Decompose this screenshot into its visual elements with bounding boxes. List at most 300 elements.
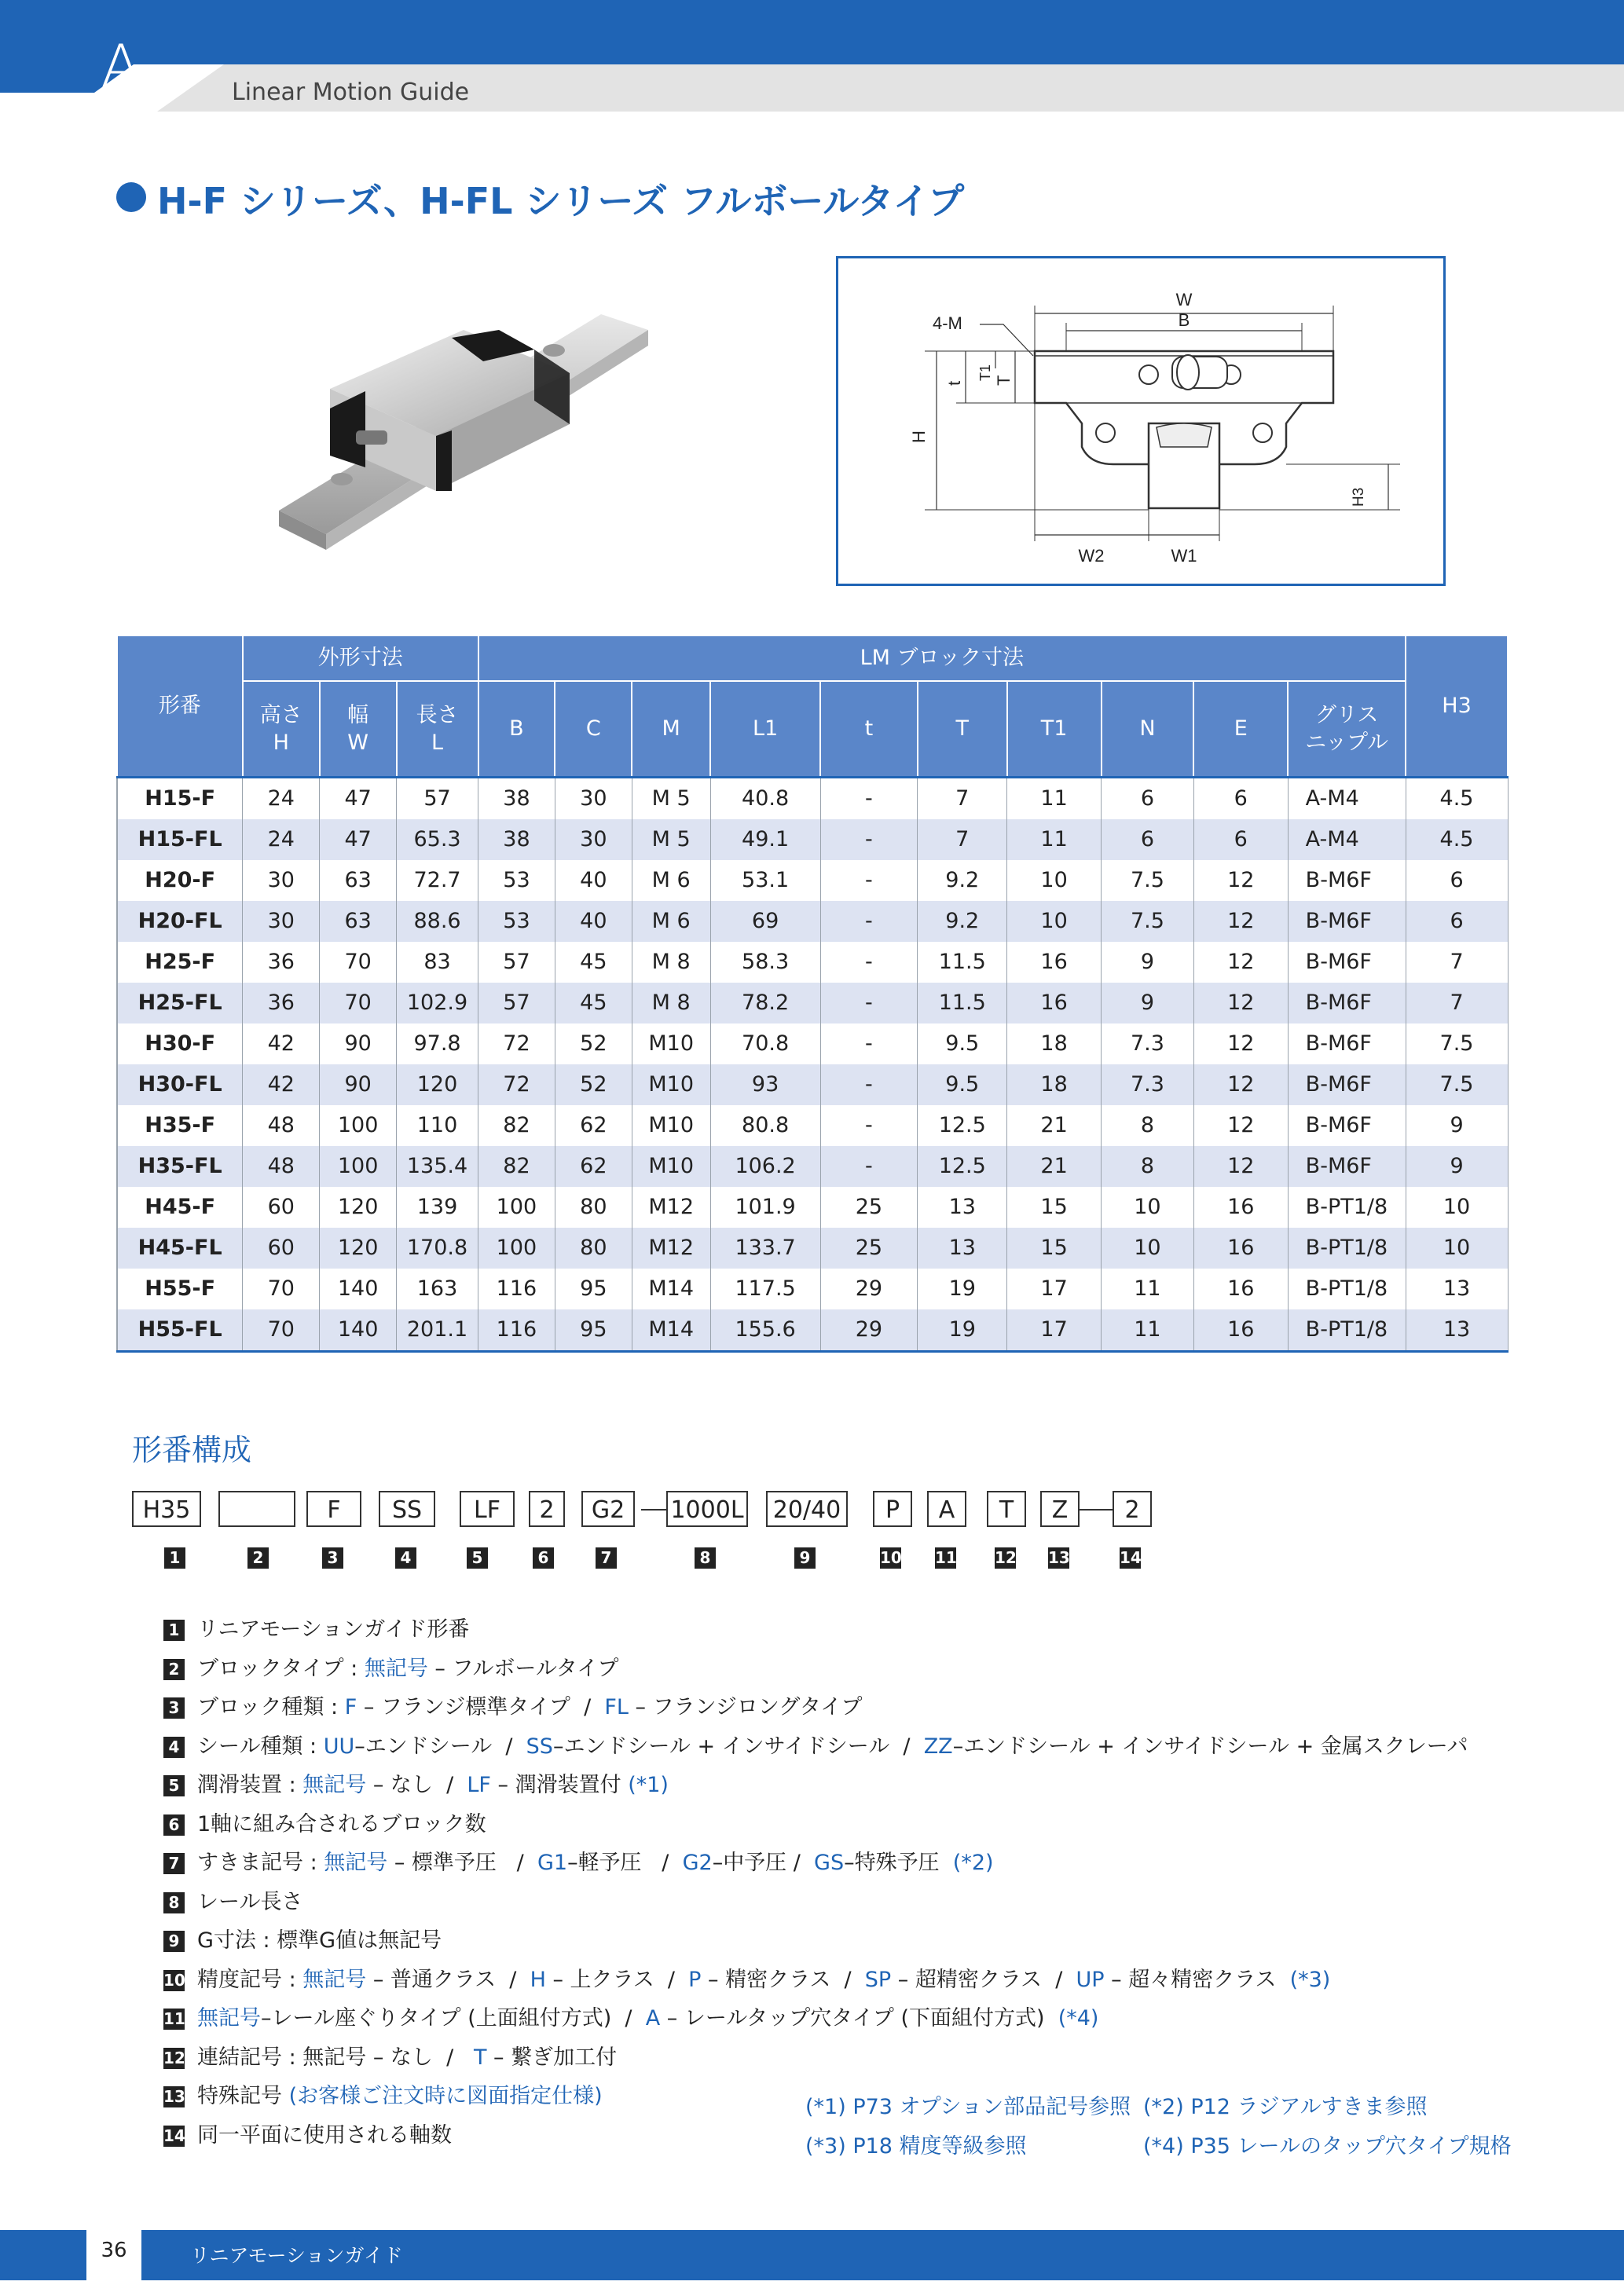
table-cell: 7 (918, 777, 1007, 819)
table-cell: 49.1 (710, 819, 820, 860)
legend-text: – フランジ標準タイプ / (357, 1695, 605, 1719)
table-cell: 36 (243, 983, 320, 1023)
header-width (320, 681, 397, 777)
dim-T1: T1 (977, 364, 993, 381)
legend-item (163, 1651, 618, 1682)
table-cell: 7 (1406, 983, 1508, 1023)
legend-item (163, 1767, 669, 1798)
header-L1: L1 (710, 681, 820, 777)
legend-text: – 上クラス / (545, 1967, 689, 1992)
legend-number: 6 (163, 1814, 185, 1836)
table-cell: 57 (397, 777, 478, 819)
table-cell: M 5 (632, 777, 710, 819)
table-cell: 6 (1193, 777, 1288, 819)
table-cell: 100 (478, 1228, 555, 1269)
dim-M: 4-M (933, 313, 962, 333)
table-row (117, 1105, 1508, 1146)
legend-item (163, 1729, 1468, 1760)
table-cell: - (820, 901, 918, 942)
table-row (117, 1187, 1508, 1228)
code-box: 1000L (666, 1491, 748, 1527)
dim-H3: H3 (1351, 487, 1367, 507)
code-number: 8 (695, 1547, 716, 1569)
header-length (397, 681, 478, 777)
code-box: 2 (1113, 1491, 1152, 1527)
table-row (117, 1228, 1508, 1269)
table-cell: M12 (632, 1228, 710, 1269)
table-cell: 83 (397, 942, 478, 983)
table-cell: 19 (918, 1269, 1007, 1309)
model-cell: H35-F (117, 1105, 243, 1146)
legend-text: 無記号 (197, 2006, 261, 2031)
legend-text: (*1) (628, 1773, 669, 1797)
legend-text: UP (1076, 1967, 1105, 1992)
table-cell: 101.9 (710, 1187, 820, 1228)
table-cell: 21 (1007, 1105, 1102, 1146)
note-4: (*4) P35 レールのタップ穴タイプ規格 (1143, 2134, 1512, 2159)
footer-text: リニアモーションガイド (190, 2244, 403, 2267)
header-height-sym: H (273, 730, 289, 755)
legend-text: G2 (682, 1851, 713, 1875)
table-cell: 8 (1102, 1105, 1194, 1146)
legend-item (163, 1884, 302, 1915)
legend-text: –エンドシール + インサイドシール / (552, 1734, 924, 1759)
legend-text: 無記号 (302, 1967, 367, 1992)
header-T1: T1 (1007, 681, 1102, 777)
legend-number: 14 (163, 2126, 185, 2145)
table-row (117, 942, 1508, 983)
table-cell: 70 (320, 942, 397, 983)
table-row (117, 1023, 1508, 1064)
table-cell: 8 (1102, 1146, 1194, 1187)
legend-text: – フランジロングタイプ (628, 1695, 863, 1719)
header-height (243, 681, 320, 777)
model-cell: H15-F (117, 777, 243, 819)
legend-text: 連結記号 : 無記号 – なし / (197, 2045, 474, 2070)
table-cell: 17 (1007, 1269, 1102, 1309)
legend-number: 4 (163, 1737, 185, 1758)
table-cell: 201.1 (397, 1309, 478, 1352)
table-row (117, 1064, 1508, 1105)
table-cell: M 6 (632, 860, 710, 901)
table-row (117, 860, 1508, 901)
table-cell: 102.9 (397, 983, 478, 1023)
table-cell: 116 (478, 1269, 555, 1309)
table-cell: B-M6F (1288, 1146, 1406, 1187)
legend-number: 5 (163, 1775, 185, 1796)
table-cell: 13 (1406, 1269, 1508, 1309)
table-cell: M10 (632, 1023, 710, 1064)
table-row (117, 983, 1508, 1023)
legend-number: 12 (163, 2048, 185, 2067)
legend-item (163, 1845, 994, 1876)
table-cell: 100 (478, 1187, 555, 1228)
table-cell: 11 (1007, 777, 1102, 819)
table-cell: 10 (1102, 1228, 1194, 1269)
legend-text: –レール座ぐりタイプ (上面組付方式) / (261, 2006, 646, 2031)
table-cell: 140 (320, 1269, 397, 1309)
legend-text: ブロック種類 : (197, 1695, 345, 1719)
table-cell: 110 (397, 1105, 478, 1146)
table-cell: 10 (1102, 1187, 1194, 1228)
table-cell: 80.8 (710, 1105, 820, 1146)
note-1: (*1) P73 オプション部品記号参照 (805, 2095, 1131, 2119)
table-row (117, 1146, 1508, 1187)
legend-text: –中予圧 / (712, 1851, 815, 1875)
header-C: C (555, 681, 632, 777)
table-cell: 6 (1406, 901, 1508, 942)
table-cell: 72 (478, 1064, 555, 1105)
legend-text: 特殊記号 (197, 2084, 289, 2108)
code-box: F (306, 1491, 361, 1527)
table-cell: 135.4 (397, 1146, 478, 1187)
table-cell: 9 (1102, 942, 1194, 983)
table-cell: B-PT1/8 (1288, 1309, 1406, 1352)
table-cell: 30 (555, 819, 632, 860)
table-cell: M 6 (632, 901, 710, 942)
page-title: H-F シリーズ、H-FL シリーズ フルボールタイプ (157, 180, 965, 222)
table-cell: 13 (1406, 1309, 1508, 1352)
code-box: Z (1040, 1491, 1080, 1527)
table-cell: 18 (1007, 1023, 1102, 1064)
table-cell: 10 (1007, 860, 1102, 901)
table-cell: 57 (478, 942, 555, 983)
legend-text: 無記号 (364, 1656, 428, 1681)
table-cell: - (820, 1023, 918, 1064)
table-cell: - (820, 819, 918, 860)
table-cell: 53 (478, 860, 555, 901)
table-cell: B-M6F (1288, 983, 1406, 1023)
table-cell: - (820, 983, 918, 1023)
legend-item (163, 1923, 442, 1954)
table-cell: 53 (478, 901, 555, 942)
model-cell: H35-FL (117, 1146, 243, 1187)
code-number: 12 (995, 1548, 1017, 1567)
table-cell: 15 (1007, 1228, 1102, 1269)
table-cell: 72.7 (397, 860, 478, 901)
model-cell: H25-F (117, 942, 243, 983)
table-cell: 90 (320, 1064, 397, 1105)
table-cell: M12 (632, 1187, 710, 1228)
table-cell: 16 (1193, 1269, 1288, 1309)
model-cell: H15-FL (117, 819, 243, 860)
legend-text: 潤滑装置 : (197, 1773, 303, 1797)
model-cell: H45-F (117, 1187, 243, 1228)
table-cell: B-PT1/8 (1288, 1269, 1406, 1309)
legend-item (163, 2078, 603, 2109)
table-cell: M 8 (632, 983, 710, 1023)
table-cell: 139 (397, 1187, 478, 1228)
table-cell: M10 (632, 1146, 710, 1187)
legend-item (163, 1962, 1330, 1993)
header-T: T (918, 681, 1007, 777)
legend-text: すきま記号 : (197, 1851, 324, 1875)
table-cell: 6 (1102, 777, 1194, 819)
legend-number: 9 (163, 1931, 185, 1952)
model-cell: H55-F (117, 1269, 243, 1309)
legend-text: T (473, 2045, 487, 2070)
legend-text: 同一平面に使用される軸数 (197, 2122, 452, 2148)
table-cell: 12 (1193, 1064, 1288, 1105)
table-cell: 52 (555, 1023, 632, 1064)
table-cell: 95 (555, 1269, 632, 1309)
table-cell: 16 (1193, 1187, 1288, 1228)
table-cell: 11.5 (918, 942, 1007, 983)
dim-W: W (1175, 290, 1193, 309)
table-cell: 57 (478, 983, 555, 1023)
table-cell: 7.5 (1406, 1023, 1508, 1064)
table-cell: 120 (320, 1228, 397, 1269)
table-cell: 13 (918, 1187, 1007, 1228)
table-cell: 30 (243, 860, 320, 901)
code-box: H35 (132, 1491, 201, 1527)
table-cell: 36 (243, 942, 320, 983)
table-cell: 9 (1102, 983, 1194, 1023)
legend-number: 3 (163, 1697, 185, 1719)
table-cell: 117.5 (710, 1269, 820, 1309)
table-cell: 6 (1406, 860, 1508, 901)
legend-item (163, 1690, 862, 1720)
table-cell: - (820, 942, 918, 983)
legend-text: – 潤滑装置付 (490, 1773, 629, 1797)
table-cell: 60 (243, 1228, 320, 1269)
table-cell: - (820, 1105, 918, 1146)
header-model: 形番 (117, 635, 243, 777)
table-cell: - (820, 1064, 918, 1105)
table-cell: 9 (1406, 1146, 1508, 1187)
code-box: 20/40 (766, 1491, 848, 1527)
code-number: 2 (247, 1547, 269, 1569)
legend-text: リニアモーションガイド形番 (197, 1617, 470, 1642)
table-cell: 29 (820, 1269, 918, 1309)
header-length-jp: 長さ (416, 702, 459, 727)
table-cell: 100 (320, 1105, 397, 1146)
table-cell: 4.5 (1406, 819, 1508, 860)
code-box: LF (460, 1491, 515, 1527)
table-cell: 7.5 (1102, 860, 1194, 901)
legend-text: 無記号 (302, 1773, 367, 1797)
code-number: 1 (164, 1547, 185, 1569)
legend-item (163, 2001, 1098, 2031)
table-cell: 25 (820, 1187, 918, 1228)
table-cell: 9.5 (918, 1064, 1007, 1105)
table-cell: - (820, 860, 918, 901)
table-cell: B-M6F (1288, 1023, 1406, 1064)
table-cell: 40 (555, 860, 632, 901)
cross-section-diagram (836, 256, 1446, 586)
table-cell: M10 (632, 1105, 710, 1146)
legend-text: (*3) (1289, 1967, 1331, 1992)
table-cell: 17 (1007, 1309, 1102, 1352)
table-cell: 30 (243, 901, 320, 942)
legend-item (163, 2118, 452, 2148)
header-width-jp: 幅 (347, 702, 369, 727)
table-cell: 29 (820, 1309, 918, 1352)
table-cell: 155.6 (710, 1309, 820, 1352)
code-number: 10 (880, 1548, 902, 1567)
table-cell: 12 (1193, 901, 1288, 942)
table-cell: 47 (320, 819, 397, 860)
legend-text: SP (864, 1967, 892, 1992)
table-cell: 16 (1193, 1309, 1288, 1352)
table-cell: 70 (243, 1269, 320, 1309)
header-lm-block: LM ブロック寸法 (478, 635, 1406, 681)
table-cell: B-M6F (1288, 942, 1406, 983)
table-cell: 38 (478, 777, 555, 819)
code-box: G2 (581, 1491, 635, 1527)
legend-text: – なし / (366, 1773, 467, 1797)
table-cell: 10 (1406, 1228, 1508, 1269)
legend-text: 精度記号 : (197, 1967, 303, 1992)
code-number: 9 (794, 1547, 816, 1569)
code-box (218, 1491, 295, 1527)
note-3: (*3) P18 精度等級参照 (805, 2134, 1027, 2159)
header-N: N (1102, 681, 1194, 777)
legend-text: – 精密クラス / (701, 1967, 865, 1992)
table-cell: A-M4 (1288, 819, 1406, 860)
table-cell: 4.5 (1406, 777, 1508, 819)
table-cell: 10 (1406, 1187, 1508, 1228)
table-cell: 133.7 (710, 1228, 820, 1269)
legend-number: 1 (163, 1620, 185, 1641)
code-number: 14 (1120, 1548, 1142, 1567)
table-cell: B-M6F (1288, 901, 1406, 942)
cross-section-drawing (838, 258, 1443, 584)
table-cell: 120 (320, 1187, 397, 1228)
table-cell: 18 (1007, 1064, 1102, 1105)
legend-text: –エンドシール + インサイドシール + 金属スクレーパ (952, 1734, 1468, 1759)
note-2: (*2) P12 ラジアルすきま参照 (1143, 2095, 1428, 2119)
model-code-title: 形番構成 (132, 1433, 252, 1467)
header-E: E (1193, 681, 1288, 777)
table-cell: 7 (918, 819, 1007, 860)
header-grease-2: ニップル (1305, 730, 1389, 755)
legend-text: P (688, 1967, 702, 1992)
dim-T: T (994, 375, 1014, 386)
table-cell: A-M4 (1288, 777, 1406, 819)
table-cell: 97.8 (397, 1023, 478, 1064)
legend-text: G寸法 : 標準G値は無記号 (197, 1928, 442, 1953)
table-cell: 16 (1007, 942, 1102, 983)
code-number: 5 (467, 1547, 488, 1569)
table-cell: 24 (243, 777, 320, 819)
model-cell: H45-FL (117, 1228, 243, 1269)
legend-text: FL (604, 1695, 629, 1719)
code-number: 11 (935, 1548, 957, 1567)
legend-text: LF (467, 1773, 491, 1797)
table-cell: 170.8 (397, 1228, 478, 1269)
table-cell: 48 (243, 1146, 320, 1187)
header-length-sym: L (431, 730, 444, 755)
legend-text: 1軸に組み合されるブロック数 (197, 1811, 486, 1836)
code-box: A (927, 1491, 966, 1527)
table-cell: 69 (710, 901, 820, 942)
section-letter: A (101, 31, 141, 101)
table-cell: 12 (1193, 1105, 1288, 1146)
table-cell: 120 (397, 1064, 478, 1105)
code-number: 7 (596, 1547, 617, 1569)
dim-t: t (944, 380, 964, 386)
table-cell: 62 (555, 1105, 632, 1146)
table-cell: 7 (1406, 942, 1508, 983)
legend-text: シール種類 : (197, 1734, 324, 1759)
table-cell: 78.2 (710, 983, 820, 1023)
legend-text: F (344, 1695, 357, 1719)
table-cell: 140 (320, 1309, 397, 1352)
table-cell: M 5 (632, 819, 710, 860)
table-cell: - (820, 1146, 918, 1187)
table-cell: 116 (478, 1309, 555, 1352)
table-cell: M14 (632, 1269, 710, 1309)
header-grease-1: グリス (1314, 702, 1379, 727)
table-cell: 40 (555, 901, 632, 942)
legend-number: 10 (163, 1970, 185, 1990)
header-M: M (632, 681, 710, 777)
legend-item (163, 2040, 617, 2071)
dim-H: H (909, 430, 929, 443)
table-cell: 11 (1007, 819, 1102, 860)
header-t: t (820, 681, 918, 777)
code-number: 6 (533, 1547, 554, 1569)
table-cell: 70.8 (710, 1023, 820, 1064)
legend-text: A (645, 2006, 661, 2031)
table-cell: 16 (1007, 983, 1102, 1023)
code-hyphen (1080, 1509, 1113, 1511)
legend-text: – フルボールタイプ (427, 1656, 619, 1681)
table-cell: 6 (1102, 819, 1194, 860)
table-cell: 9.2 (918, 901, 1007, 942)
table-cell: 15 (1007, 1187, 1102, 1228)
header-height-jp: 高さ (259, 702, 302, 727)
table-cell: 11 (1102, 1309, 1194, 1352)
dim-W2: W2 (1078, 546, 1105, 566)
table-cell: 72 (478, 1023, 555, 1064)
header-subtitle: Linear Motion Guide (232, 79, 470, 106)
legend-text: SS (526, 1734, 553, 1759)
legend-text: (お客様ご注文時に図面指定仕様) (288, 2084, 603, 2108)
legend-text: – 超精密クラス / (891, 1967, 1076, 1992)
table-cell: 80 (555, 1228, 632, 1269)
table-cell: - (820, 777, 918, 819)
table-cell: 63 (320, 901, 397, 942)
legend-text: ZZ (923, 1734, 953, 1759)
table-cell: 106.2 (710, 1146, 820, 1187)
table-cell: 12.5 (918, 1146, 1007, 1187)
table-cell: 63 (320, 860, 397, 901)
table-cell: 48 (243, 1105, 320, 1146)
legend-text: –軽予圧 / (567, 1851, 683, 1875)
table-cell: 47 (320, 777, 397, 819)
page-number: 36 (101, 2239, 127, 2262)
legend-text: レール長さ (197, 1889, 303, 1914)
legend-item (163, 1807, 486, 1837)
table-row (117, 777, 1508, 819)
table-cell: 65.3 (397, 819, 478, 860)
table-cell: 70 (243, 1309, 320, 1352)
legend-text: ブロックタイプ : (197, 1656, 365, 1681)
legend-text: – 標準予圧 / (387, 1851, 537, 1875)
table-cell: B-PT1/8 (1288, 1228, 1406, 1269)
table-cell: 90 (320, 1023, 397, 1064)
legend-text: – 普通クラス / (366, 1967, 530, 1992)
table-cell: 42 (243, 1064, 320, 1105)
legend-text: (*2) (952, 1851, 994, 1875)
table-cell: 12 (1193, 942, 1288, 983)
table-cell: 45 (555, 942, 632, 983)
product-image (255, 298, 664, 566)
model-cell: H30-FL (117, 1064, 243, 1105)
header-width-sym: W (347, 730, 368, 755)
